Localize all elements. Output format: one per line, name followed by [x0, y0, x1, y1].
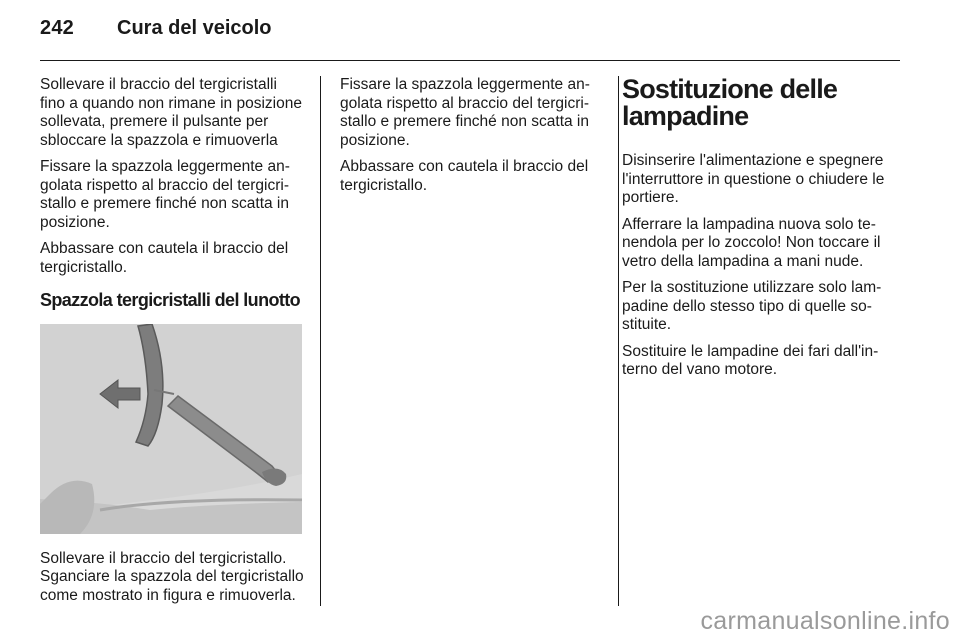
subheading-rear-wiper: Spazzola tergicristalli del lunotto	[40, 290, 301, 310]
paragraph: Fissare la spazzola leggermente angolata rispetto al braccio del tergicristallo e premere finché non scatta in posizione.	[340, 76, 590, 149]
heading-bulb-replacement: Sostituzione delle lampadine	[622, 74, 838, 131]
paragraph: Disinserire l'alimentazione e spegnere l'interruttore in questione o chiudere le portiere.	[622, 152, 885, 206]
header-rule	[40, 60, 900, 61]
paragraph: Sostituire le lampadine dei fari dall'interno del vano motore.	[622, 342, 879, 378]
column-divider-left	[320, 76, 321, 606]
section-title: Cura del veicolo	[117, 17, 272, 39]
column-2	[340, 76, 602, 203]
column-1	[40, 76, 306, 613]
column-3	[622, 76, 904, 388]
paragraph: Abbassare con cautela il braccio del tergicristallo.	[40, 240, 289, 276]
page-number: 242	[40, 17, 74, 39]
watermark: carmanualsonline.info	[700, 607, 950, 635]
paragraph: Sollevare il braccio del tergicristallo. Sganciare la spazzola del tergicristallo come mostrato in figura e rimuoverla.	[40, 549, 304, 604]
paragraph: Fissare la spazzola leggermente angolata rispetto al braccio del tergicristallo e premere finché non scatta in posizione.	[40, 158, 290, 231]
column-divider-right	[618, 76, 619, 606]
rear-wiper-illustration	[40, 324, 302, 534]
paragraph: Abbassare con cautela il braccio del tergicristallo.	[340, 158, 589, 194]
paragraph: Per la sostituzione utilizzare solo lampadine dello stesso tipo di quelle sostituite.	[622, 279, 882, 333]
paragraph: Sollevare il braccio del tergicristalli fino a quando non rimane in posizione sollevata, premere il pulsante per sbloccare la spazzola e rimuoverla	[40, 76, 302, 149]
paragraph: Afferrare la lampadina nuova solo tenendola per lo zoccolo! Non toccare il vetro della lampadina a mani nude.	[622, 215, 881, 270]
